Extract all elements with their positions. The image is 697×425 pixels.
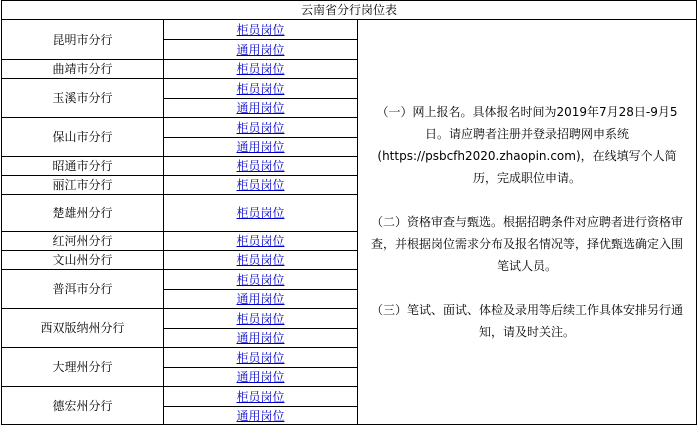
post-cell [164,348,358,368]
post-link[interactable]: 柜员岗位 [236,350,285,365]
post-link[interactable]: 柜员岗位 [236,206,285,220]
post-link[interactable]: 柜员岗位 [236,311,285,326]
post-table-body [2,1,697,425]
post-cell [164,232,358,251]
post-cell [164,290,358,309]
branch-name: 昭通市分行 [2,157,164,176]
post-cell [164,138,358,157]
post-link[interactable]: 通用岗位 [236,42,285,57]
title-row [2,1,697,20]
branch-name: 保山市分行 [2,118,164,157]
post-cell [164,20,358,40]
post-link[interactable]: 通用岗位 [236,408,285,423]
post-link[interactable]: 柜员岗位 [236,120,285,135]
post-cell [164,40,358,60]
post-link[interactable]: 通用岗位 [236,101,285,115]
post-link[interactable]: 柜员岗位 [236,272,285,287]
branch-name: 文山州分行 [2,251,164,270]
post-link[interactable]: 柜员岗位 [236,178,285,192]
post-table [1,0,697,425]
note-paragraph: （二）资格审查与甄选。根据招聘条件对应聘者进行资格审查，并根据岗位需求分布及报名情况等，择优甄选确定入围笔试人员。 [371,215,684,273]
branch-name: 曲靖市分行 [2,60,164,79]
post-link[interactable]: 通用岗位 [236,292,285,306]
post-link[interactable]: 通用岗位 [236,331,285,345]
post-cell [164,99,358,118]
post-cell [164,309,358,329]
branch-name: 普洱市分行 [2,270,164,309]
note-paragraph: （一）网上报名。具体报名时间为2019年7月28日-9月5日。请应聘者注册并登录招聘网申系统(https://psbcfh2020.zhaopin.com)，在线填写个人简历，完成职位申请。 [376,105,678,185]
table-title: 云南省分行岗位表 [2,1,697,20]
post-cell [164,195,358,232]
branch-name: 玉溪市分行 [2,79,164,118]
post-cell [164,157,358,176]
branch-name: 西双版纳州分行 [2,309,164,348]
post-link[interactable]: 柜员岗位 [236,81,285,96]
post-link[interactable]: 通用岗位 [236,370,285,384]
post-link[interactable]: 柜员岗位 [236,159,285,173]
post-cell [164,329,358,348]
branch-name: 丽江市分行 [2,176,164,195]
branch-name: 昆明市分行 [2,20,164,60]
post-cell [164,118,358,138]
post-cell [164,387,358,407]
post-link[interactable]: 柜员岗位 [236,389,285,404]
branch-name: 红河州分行 [2,232,164,251]
branch-name: 大理州分行 [2,348,164,387]
branch-name: 楚雄州分行 [2,195,164,232]
post-cell [164,251,358,270]
post-cell [164,368,358,387]
post-cell [164,60,358,79]
post-link[interactable]: 通用岗位 [236,140,285,154]
post-cell [164,176,358,195]
branch-name: 德宏州分行 [2,387,164,425]
note-paragraph: （三）笔试、面试、体检及录用等后续工作具体安排另行通知，请及时关注。 [371,303,684,339]
post-link[interactable]: 柜员岗位 [236,62,285,76]
post-link[interactable]: 柜员岗位 [236,253,285,267]
post-link[interactable]: 柜员岗位 [236,22,285,37]
post-link[interactable]: 柜员岗位 [236,234,285,248]
post-cell [164,270,358,290]
post-cell [164,79,358,99]
table-row [2,20,697,40]
application-notes [358,20,697,425]
